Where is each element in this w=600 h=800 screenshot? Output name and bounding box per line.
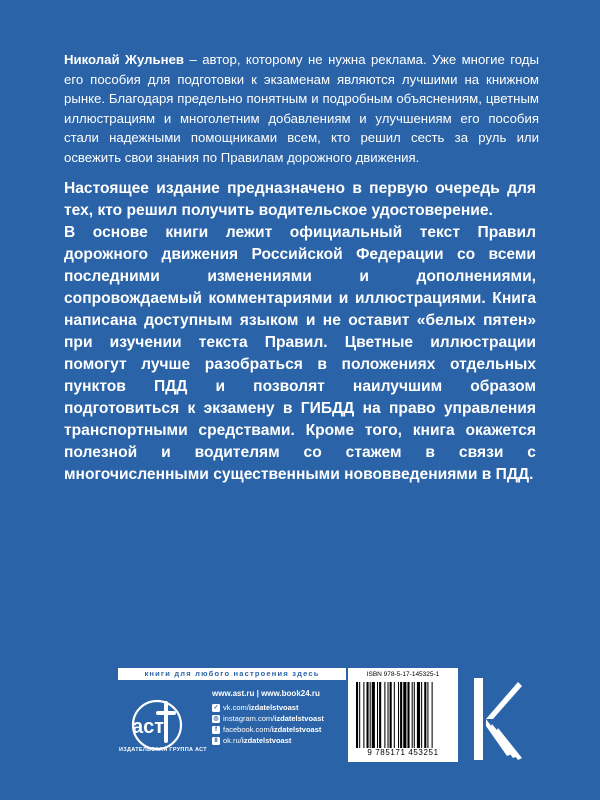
description-paragraph-1: Настоящее издание предназначено в первую очередь для тех, кто решил получить водительское удостоверение. — [64, 180, 536, 219]
barcode-panel — [348, 668, 458, 762]
social-link-instagram[interactable]: ◎ instagram.com/ izdatelstvoast — [213, 714, 324, 723]
publisher-caption: ИЗДАТЕЛЬСКАЯ ГРУППА АСТ — [119, 747, 207, 753]
facebook-icon: f — [212, 726, 220, 734]
k-publisher-logo — [472, 676, 524, 762]
author-bio — [64, 50, 539, 167]
publisher-sites[interactable]: www.ast.ru | www.book24.ru — [212, 689, 320, 698]
ast-logo-text: аст — [132, 716, 165, 738]
author-name: Николай Жульнев — [64, 52, 185, 67]
instagram-icon: ◎ — [213, 715, 219, 722]
publisher-slogan: книги для любого настроения здесь — [118, 668, 346, 680]
isbn-number: ISBN 978-5-17-145325-1 — [366, 671, 440, 678]
barcode-digits: 9 785171 453251 — [367, 748, 439, 757]
ok-icon: 8 — [212, 737, 220, 745]
social-link-vk[interactable]: ✓ vk.com/ izdatelstvoast — [213, 703, 299, 712]
description-paragraph-2: В основе книги лежит официальный текст Правил дорожного движения Российской Федерации со всеми последними изменениями и дополнениями, сопровождаемый комментариями и иллюстрациями. Книга написана доступным языком и не оставит «белых пятен» при изучении текста Правил. Цветные иллюстрации помогут лучше разобраться в положениях отдельных пунктов ПДД и позволят наилучшим образом подготовиться к экзамену в ГИБДД на право управления транспортными средствами. Кроме того, книга окажется полезной и водителям со стажем в связи с многочисленными существенными нововведениями в ПДД. — [64, 224, 536, 483]
social-link-facebook[interactable]: f facebook.com/ izdatelstvoast — [212, 724, 352, 735]
barcode — [354, 682, 452, 748]
book-description — [64, 178, 536, 486]
author-bio-text: – автор, которому не нужна реклама. Уже многие годы его пособия для подготовки к экзаменам являются лучшими на книжном рынке. Благодаря предельно понятным и подробным объяснениям, цветным иллюстрациям и многолетним добавлениям и улучшениям его пособия стали надежными помощниками всем, кто решил сесть за руль или освежить свои знания по Правилам дорожного движения. — [64, 52, 539, 165]
vk-icon: ✓ — [213, 704, 219, 711]
social-link-ok[interactable]: 8 ok.ru/ izdatelstvoast — [212, 735, 352, 746]
publisher-links — [212, 688, 352, 746]
